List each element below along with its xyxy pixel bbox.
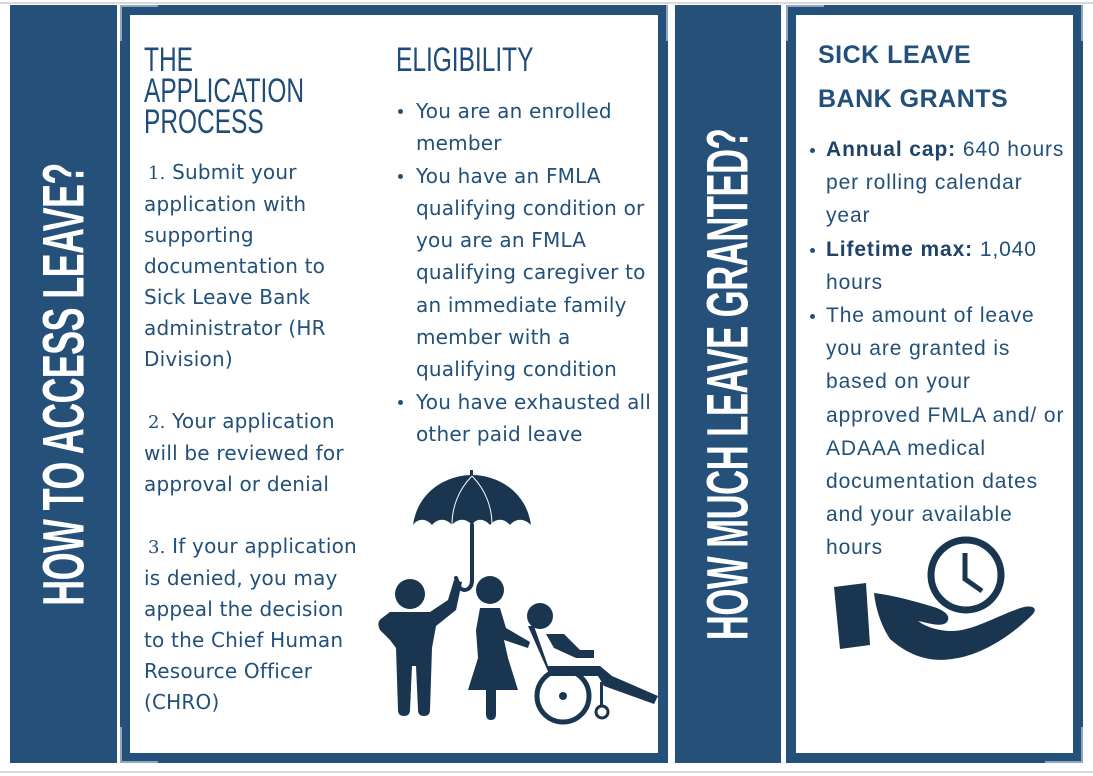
title-line: BANK GRANTS xyxy=(818,85,1009,113)
middle-vertical-banner xyxy=(675,5,781,763)
corner-accent xyxy=(1081,5,1083,41)
application-process-title xyxy=(144,41,305,141)
grant-label: Annual cap: xyxy=(826,138,957,161)
caregiver-umbrella-wheelchair-icon xyxy=(368,470,668,730)
application-steps xyxy=(144,157,364,718)
corner-accent xyxy=(120,5,158,7)
left-vertical-banner xyxy=(10,5,117,763)
grants-panel xyxy=(786,5,1083,763)
corner-accent xyxy=(666,5,668,41)
eligibility-item: You have exhausted all other paid leave xyxy=(396,386,656,451)
step-number: 3. xyxy=(148,537,166,558)
step-item xyxy=(144,406,364,500)
panel-body xyxy=(796,15,1073,753)
grant-item-amount xyxy=(808,299,1068,565)
step-item xyxy=(144,531,364,718)
corner-accent xyxy=(786,5,824,7)
grant-item-lifetime-max xyxy=(808,233,1068,299)
eligibility-title: ELIGIBILITY xyxy=(396,41,534,79)
grant-text: 1,040 hours xyxy=(826,237,1037,294)
grants-list xyxy=(818,133,1068,565)
banner-title-how-much-leave: HOW MUCH LEAVE GRANTED? xyxy=(695,128,761,640)
corner-accent xyxy=(1081,727,1083,763)
corner-accent xyxy=(120,727,122,763)
corner-accent xyxy=(1045,761,1083,763)
application-process-section xyxy=(144,41,364,718)
panel-body xyxy=(130,15,658,753)
sick-leave-bank-grants-section xyxy=(818,33,1068,565)
title-line: SICK LEAVE xyxy=(818,41,972,69)
title-line: APPLICATION xyxy=(144,72,305,110)
step-text: If your application is denied, you may appeal the decision to the Chief Human Resource Officer (CHRO) xyxy=(144,534,357,714)
step-item xyxy=(144,157,364,375)
grant-label: Lifetime max: xyxy=(826,237,974,261)
corner-accent xyxy=(120,761,158,763)
title-line: THE xyxy=(144,41,193,79)
step-text: Your application will be reviewed for approval or denial xyxy=(144,409,344,496)
eligibility-list xyxy=(396,95,656,450)
eligibility-item: You have an FMLA qualifying condition or you are an FMLA qualifying caregiver to an immediate family member with a qualifying condition xyxy=(396,160,656,386)
eligibility-section xyxy=(396,41,656,450)
step-number: 1. xyxy=(148,163,166,184)
grants-title xyxy=(818,33,1068,121)
step-text: Submit your application with supporting documentation to Sick Leave Bank administrator (HR Division) xyxy=(144,160,326,371)
eligibility-item: You are an enrolled member xyxy=(396,95,656,160)
grant-item-annual-cap xyxy=(808,133,1068,233)
application-eligibility-panel xyxy=(120,5,668,763)
banner-title-how-to-access: HOW TO ACCESS LEAVE? xyxy=(31,162,97,606)
step-number: 2. xyxy=(148,412,166,433)
top-divider xyxy=(0,2,1093,4)
hand-holding-clock-icon xyxy=(834,535,1054,665)
corner-accent xyxy=(786,5,788,41)
grant-text: The amount of leave you are granted is based on your approved FMLA and/ or ADAAA medical documentation dates and your available hours xyxy=(826,304,1065,560)
bottom-divider xyxy=(0,771,1093,773)
title-line: PROCESS xyxy=(144,103,264,141)
grant-text: 640 hours per rolling calendar year xyxy=(826,138,1065,228)
corner-accent xyxy=(120,5,122,41)
